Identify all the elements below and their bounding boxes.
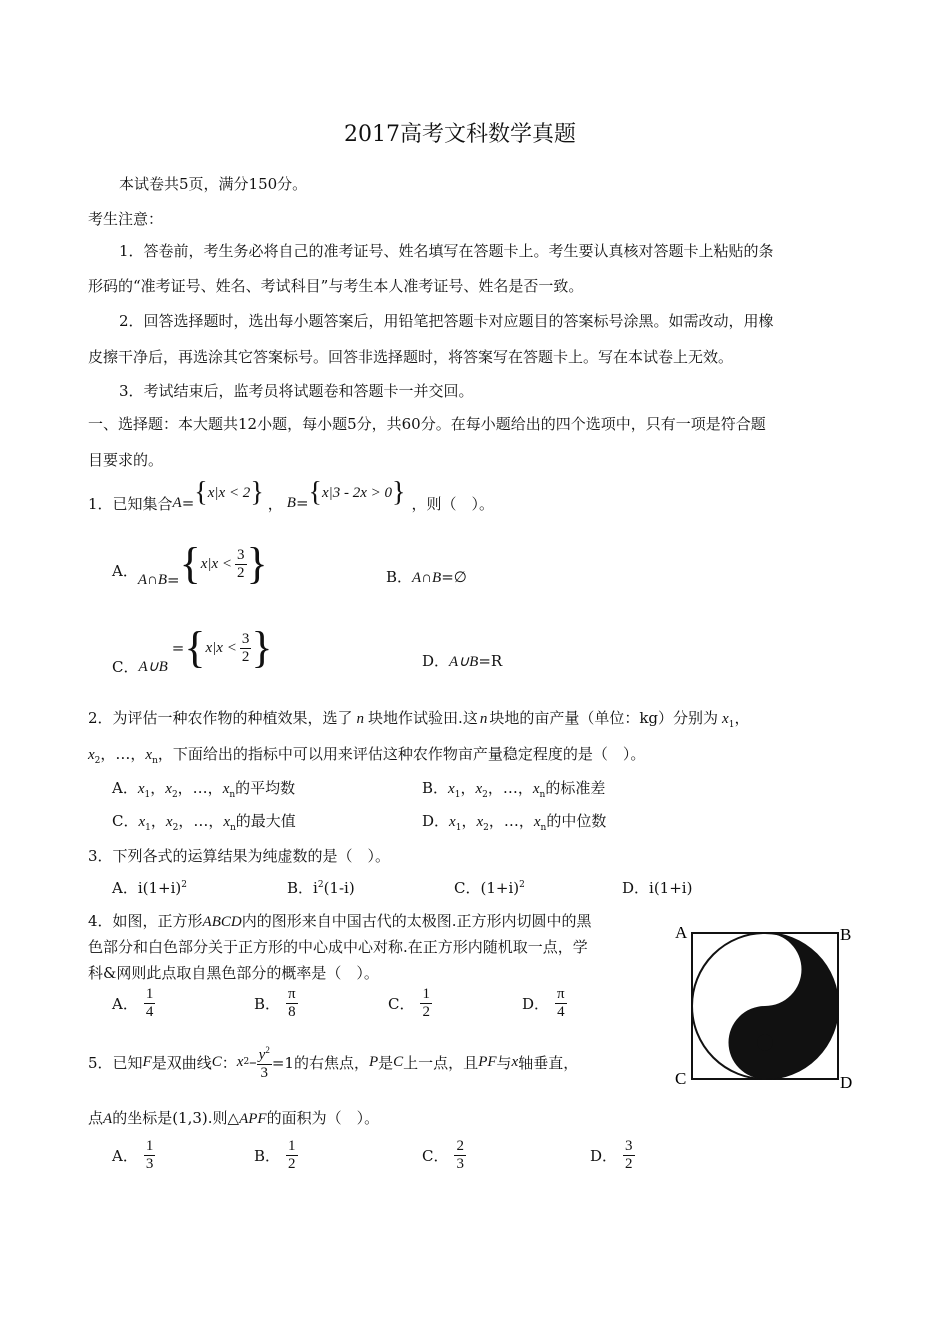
q3-option-d: D．i(1+i)	[622, 879, 693, 897]
question-4-line1: 4．如图，正方形ABCD内的图形来自中国古代的太极图.正方形内切圆中的黑	[88, 912, 592, 930]
q1-eq2: =	[295, 494, 309, 512]
q2-option-d: D．$x_1$，$x_2$，…，$x_n$的中位数	[422, 812, 607, 833]
q4-option-a: A． $\frac{1}{4}$	[112, 986, 154, 1020]
q1-option-b: B．A∩B=∅	[386, 568, 467, 586]
section-heading-cont: 目要求的。	[88, 451, 164, 469]
q4-option-d: D． $\frac{\pi}{4}$	[522, 986, 565, 1020]
label-a: A	[675, 923, 688, 942]
page-title: 2017高考文科数学真题	[344, 122, 576, 147]
q1-comma: ，	[267, 494, 283, 513]
notice-heading: 考生注意：	[88, 210, 164, 228]
q2-option-b: B．$x_1$，$x_2$，…，$x_n$的标准差	[422, 779, 606, 800]
q1-set-a: { x|x < 2 }	[194, 477, 264, 508]
q3-option-a: A．$i(1+i)^2$	[112, 879, 187, 897]
question-2-line2: $x_2$，…，$x_n$，下面给出的指标中可以用来评估这种农作物亩产量稳定程度的是（ ）。	[88, 745, 646, 766]
q2-option-c: C．$x_1$，$x_2$，…，$x_n$的最大值	[112, 812, 296, 833]
q1-prefix: 1．已知集合	[88, 494, 173, 513]
q1-option-a: A． A∩B = { x|x < $\frac{3}{2}$ }	[112, 539, 268, 589]
intro-text: 本试卷共5页，满分150分。	[119, 175, 308, 193]
q1-set-b-name: B	[286, 494, 296, 511]
q3-option-b: B．$i^2(1-i)$	[287, 879, 355, 897]
q4-option-b: B． $\frac{\pi}{8}$	[254, 986, 296, 1020]
q5-option-c: C． $\frac{2}{3}$	[422, 1138, 464, 1172]
question-5-line2: 点A的坐标是(1,3).则△APF的面积为（ ）。	[88, 1109, 380, 1127]
q3-option-c: C．$(1+i)^2$	[454, 879, 525, 897]
q1-option-d: D．A∪B=R	[422, 652, 503, 670]
note-line: 2．回答选择题时，选出每小题答案后，用铅笔把答题卡对应题目的答案标号涂黑。如需改动，用橡	[119, 312, 774, 330]
q1-set-a-name: A	[172, 494, 182, 511]
note-line: 皮擦干净后，再选涂其它答案标号。回答非选择题时，将答案写在答题卡上。写在本试卷上无效。	[88, 348, 734, 366]
question-3: 3．下列各式的运算结果为纯虚数的是（ ）。	[88, 847, 391, 865]
black-dot	[757, 1035, 773, 1051]
section-heading: 一、选择题：本大题共12小题，每小题5分，共60分。在每小题给出的四个选项中，只有一项是符合题	[88, 415, 766, 433]
label-d: D	[840, 1073, 853, 1092]
taiji-figure	[670, 918, 860, 1096]
label-c: C	[675, 1069, 687, 1088]
q4-option-c: C． $\frac{1}{2}$	[388, 986, 430, 1020]
question-4-line2: 色部分和白色部分关于正方形的中心成中心对称.在正方形内随机取一点，学	[88, 938, 588, 956]
question-2-line1: 2．为评估一种农作物的种植效果，选了 n 块地作试验田.这 n 块地的亩产量（单位：kg）分别为 $x_1$，	[88, 709, 750, 730]
note-line: 形码的“准考证号、姓名、考试科目”与考生本人准考证号、姓名是否一致。	[88, 277, 584, 295]
label-b: B	[840, 925, 852, 944]
q1-option-c: C． A∪B = { x|x < $\frac{3}{2}$ }	[112, 623, 273, 676]
note-line: 1．答卷前，考生务必将自己的准考证号、姓名填写在答题卡上。考生要认真核对答题卡上粘贴的条	[119, 242, 774, 260]
question-5-line1: 5．已知 F 是双曲线 C ： x 2 – $\frac{y^2}{3}$ =1的右焦点， P 是 C 上一点，且 PF 与 x 轴垂直，	[88, 1040, 578, 1084]
question-4-line3: 科&网则此点取自黑色部分的概率是（ ）。	[88, 964, 379, 982]
note-line: 3．考试结束后，监考员将试题卷和答题卡一并交回。	[119, 382, 474, 400]
white-dot	[757, 962, 773, 978]
question-1	[88, 478, 494, 528]
q1-eq: =	[181, 494, 195, 512]
q1-suffix: ，则（ ）。	[411, 494, 495, 513]
q5-option-b: B． $\frac{1}{2}$	[254, 1138, 296, 1172]
q5-option-a: A． $\frac{1}{3}$	[112, 1138, 154, 1172]
q5-option-d: D． $\frac{3}{2}$	[590, 1138, 633, 1172]
q2-option-a: A．$x_1$，$x_2$，…，$x_n$的平均数	[112, 779, 296, 800]
q1-set-b: { x|3 - 2x > 0 }	[308, 477, 406, 508]
